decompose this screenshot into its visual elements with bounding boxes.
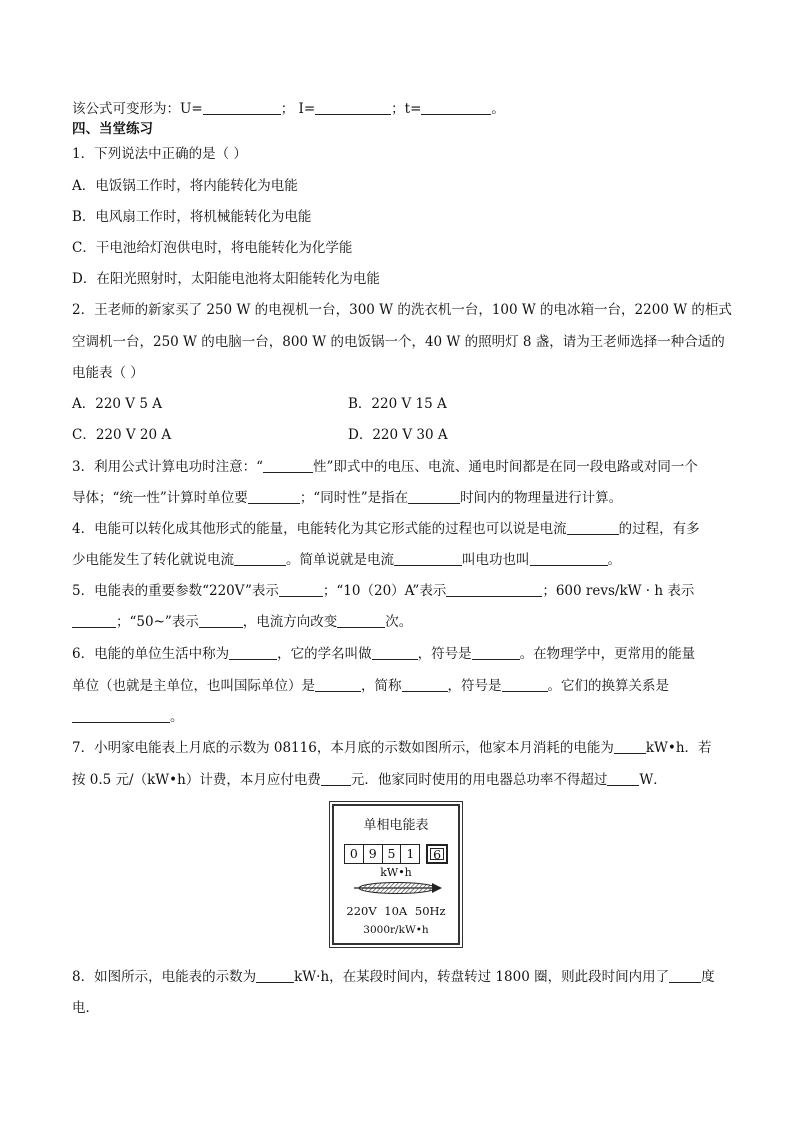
formula-line (72, 100, 505, 118)
blank[interactable] (446, 582, 542, 597)
blank[interactable] (315, 677, 361, 692)
formula-prefix: 该公式可变形为：U= (72, 101, 203, 117)
blank[interactable] (199, 613, 243, 628)
q4-text: 的过程，有多 (618, 521, 700, 537)
blank[interactable] (234, 551, 286, 566)
q4-text: 少电能发生了转化就说电流 (72, 552, 234, 568)
q3-line (72, 458, 698, 476)
q8-line (72, 968, 715, 986)
q5-text: ；“10（20）A”表示 (322, 583, 447, 599)
blank[interactable] (472, 645, 520, 660)
blank-t[interactable] (421, 100, 491, 115)
q3-text: ；“同时性”是指在 (299, 490, 409, 506)
blank[interactable] (402, 677, 448, 692)
q6-text: ，符号是 (417, 646, 472, 662)
blank[interactable] (72, 708, 170, 723)
q4-text: 4．电能可以转化成其他形式的能量，电能转化为其它形式能的过程也可以说是电流 (72, 521, 567, 537)
q1-option-d[interactable]: D．在阳光照射时，太阳能电池将太阳能转化为电能 (72, 271, 380, 287)
q8-text: 度 (701, 969, 715, 985)
meter-digit: 9 (363, 844, 383, 864)
blank[interactable] (248, 489, 300, 504)
q6-line (72, 708, 184, 726)
q8-line: 电． (72, 1000, 99, 1016)
q2-line: 2．王老师的新家买了 250 W 的电视机一台，300 W 的洗衣机一台，100 W 的电冰箱一台，2200 W 的柜式 (72, 302, 732, 318)
q6-text: 。它们的换算关系是 (547, 678, 669, 694)
meter-disc-icon (352, 878, 444, 898)
q5-text: ，电流方向改变 (242, 614, 338, 630)
q4-text: 叫电功也叫 (462, 552, 530, 568)
q1-option-b[interactable]: B．电风扇工作时，将机械能转化为电能 (72, 209, 312, 225)
q1-option-c[interactable]: C．干电池给灯泡供电时，将电能转化为化学能 (72, 240, 353, 256)
q5-text: 5．电能表的重要参数“220V”表示 (72, 583, 279, 599)
q7-line (72, 771, 667, 789)
q1-option-a[interactable]: A．电饭锅工作时，将内能转化为电能 (72, 178, 298, 194)
q8-text: 8．如图所示，电能表的示数为 (72, 969, 257, 985)
q2-line: 空调机一台，250 W 的电脑一台，800 W 的电饭锅一个，40 W 的照明灯 8 盏，请为王老师选择一种合适的 (72, 334, 725, 350)
blank[interactable] (567, 520, 619, 535)
meter-digits (345, 844, 448, 864)
q3-text: 导体；“统一性”计算时单位要 (72, 490, 248, 506)
blank[interactable] (530, 551, 608, 566)
blank[interactable] (607, 771, 639, 786)
q6-text: 。在物理学中，更常用的能量 (519, 646, 696, 662)
meter-digit: 0 (344, 844, 364, 864)
q7-line (72, 739, 712, 757)
q4-line (72, 520, 700, 538)
q6-line (72, 645, 695, 663)
blank[interactable] (256, 968, 294, 983)
q5-text: ；600 revs/kW · h 表示 (542, 583, 695, 599)
blank[interactable] (408, 489, 460, 504)
q6-text: ，它的学名叫做 (277, 646, 372, 662)
q3-line (72, 489, 622, 507)
electric-meter-figure (332, 804, 460, 945)
blank-u[interactable] (203, 100, 281, 115)
q2-line: 电能表（ ） (72, 365, 144, 381)
q7-text: 元．他家同时使用的用电器总功率不得超过 (350, 772, 608, 788)
blank[interactable] (229, 645, 277, 660)
q4-text: 。 (607, 552, 621, 568)
meter-title: 单相电能表 (363, 818, 429, 833)
q5-text: ；“50~”表示 (116, 614, 199, 630)
meter-specs: 220V 10A 50Hz (346, 904, 446, 918)
blank[interactable] (279, 582, 323, 597)
formula-sep: ；t= (391, 101, 422, 117)
q7-text: 7．小明家电能表上月底的示数为 08116，本月底的示数如图所示，他家本月消耗的电能为 (72, 740, 614, 756)
blank[interactable] (669, 968, 701, 983)
blank-i[interactable] (315, 100, 391, 115)
formula-end: 。 (491, 101, 505, 117)
q3-text: 性”即式中的电压、电流、通电时间都是在同一段电路或对同一个 (313, 459, 698, 475)
blank[interactable] (321, 771, 351, 786)
blank[interactable] (72, 613, 116, 628)
q1-stem: 1．下列说法中正确的是（ ） (72, 146, 247, 162)
blank[interactable] (394, 551, 462, 566)
q6-text: 。 (170, 709, 184, 725)
q5-line (72, 582, 694, 600)
q6-text: 6．电能的单位生活中称为 (72, 646, 230, 662)
q8-text: kW·h，在某段时间内，转盘转过 1800 圈，则此段时间内用了 (294, 969, 670, 985)
section-title: 四、当堂练习 (72, 121, 153, 137)
q6-text: ，简称 (361, 678, 402, 694)
q6-text: ，符号是 (447, 678, 502, 694)
blank[interactable] (337, 613, 385, 628)
q2-option-a[interactable]: A．220 V 5 A (72, 396, 162, 412)
q5-line (72, 613, 412, 631)
q7-text: 按 0.5 元/（kW•h）计费，本月应付电费 (72, 772, 321, 788)
meter-digit-decimal: 6 (426, 844, 448, 864)
q4-line (72, 551, 621, 569)
q6-line (72, 677, 669, 695)
meter-digit: 5 (382, 844, 402, 864)
q4-text: 。简单说就是电流 (286, 552, 394, 568)
q2-option-c[interactable]: C．220 V 20 A (72, 427, 172, 443)
blank[interactable] (372, 645, 418, 660)
meter-revs: 3000r/kW•h (363, 924, 429, 936)
q7-text: kW•h．若 (645, 740, 712, 756)
q2-option-d[interactable]: D．220 V 30 A (348, 427, 448, 443)
blank[interactable] (502, 677, 548, 692)
meter-digit: 1 (400, 844, 420, 864)
q7-text: W． (639, 772, 667, 788)
formula-sep: ； I= (280, 101, 316, 117)
q2-option-b[interactable]: B．220 V 15 A (348, 396, 447, 412)
q6-text: 单位（也就是主单位，也叫国际单位）是 (72, 678, 315, 694)
q5-text: 次。 (385, 614, 413, 630)
meter-unit: kW•h (380, 866, 412, 879)
q3-text: 时间内的物理量进行计算。 (460, 490, 623, 506)
q3-text: 3．利用公式计算电功时注意：“ (72, 459, 263, 475)
blank[interactable] (263, 458, 313, 473)
blank[interactable] (614, 739, 646, 754)
